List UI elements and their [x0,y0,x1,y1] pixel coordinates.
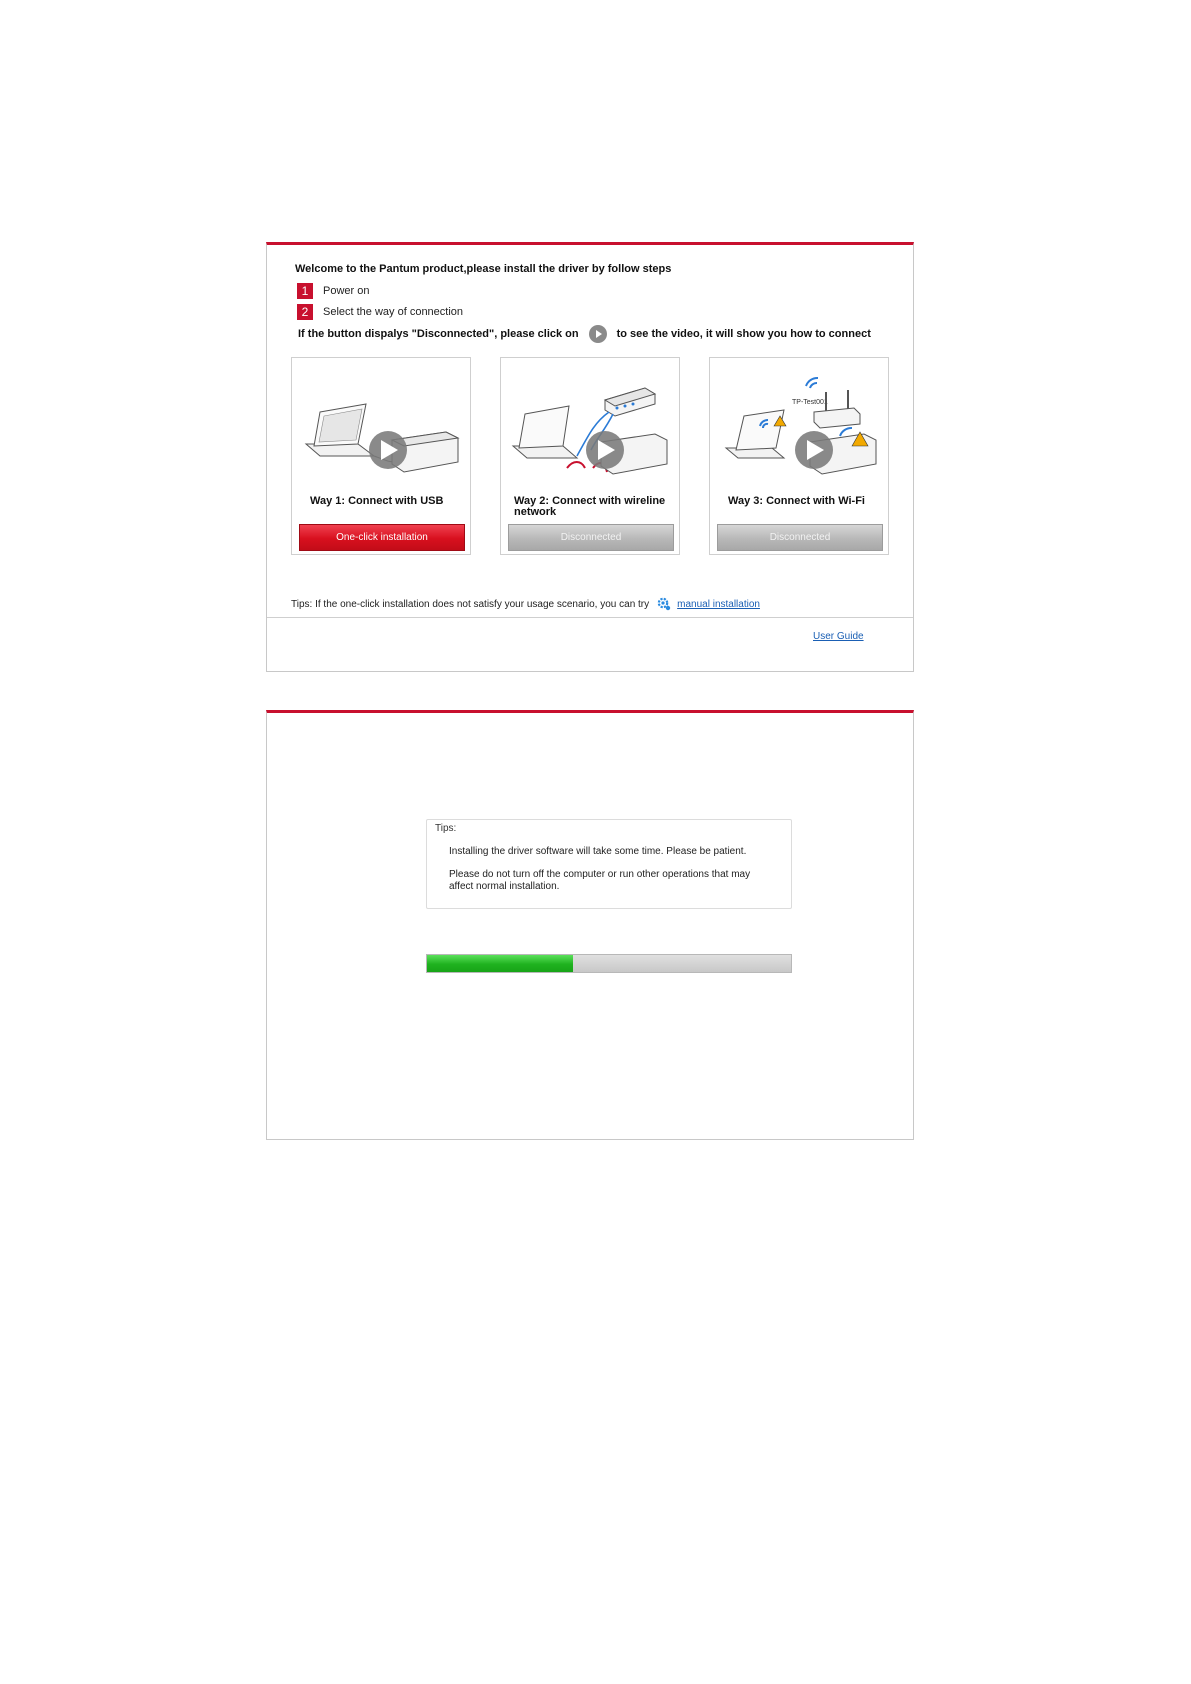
wired-network-illustration-icon[interactable] [505,364,675,484]
connection-card-usb [291,357,471,555]
manual-installation-link[interactable]: manual installation [677,598,760,610]
way-label: Way 3: Connect with Wi-Fi [728,495,865,507]
usb-illustration-icon[interactable] [296,364,466,484]
video-hint-text-after: to see the video, it will show you how to connect [616,328,871,340]
tips-warning-text: Please do not turn off the computer or run other operations that may affect normal installation. [449,869,751,892]
progress-window [266,710,914,1140]
way-label: Way 2: Connect with wireline network [514,495,666,518]
step-select-connection [297,304,463,320]
footer-divider [267,617,913,618]
tips-title: Tips: [435,823,457,834]
installation-progress-bar [426,954,792,973]
way-label: Way 1: Connect with USB [310,495,444,507]
gear-icon[interactable] [657,597,671,611]
install-window [266,242,914,672]
video-hint-text-before: If the button dispalys "Disconnected", please click on [298,328,579,340]
tips-patience-text: Installing the driver software will take some time. Please be patient. [449,846,747,857]
connection-card-wired [500,357,680,555]
tips-row [291,597,760,611]
wifi-disconnected-button[interactable]: Disconnected [717,524,883,551]
user-guide-link[interactable]: User Guide [813,631,864,642]
step-label: Power on [323,285,370,297]
step-label: Select the way of connection [323,306,464,318]
tips-box [426,819,792,909]
wifi-illustration-icon[interactable] [714,364,884,484]
progress-fill [427,955,573,972]
video-hint [298,325,871,343]
welcome-text: Welcome to the Pantum product,please install the driver by follow steps [295,263,672,275]
step-number-badge: 2 [297,304,313,320]
wired-disconnected-button[interactable]: Disconnected [508,524,674,551]
router-label: TP-Test001 [792,399,828,406]
step-power-on [297,283,369,299]
step-number-badge: 1 [297,283,313,299]
play-icon [589,325,607,343]
one-click-installation-button[interactable]: One-click installation [299,524,465,551]
connection-card-wifi [709,357,889,555]
tips-text: Tips: If the one-click installation does not satisfy your usage scenario, you can try [291,598,650,610]
